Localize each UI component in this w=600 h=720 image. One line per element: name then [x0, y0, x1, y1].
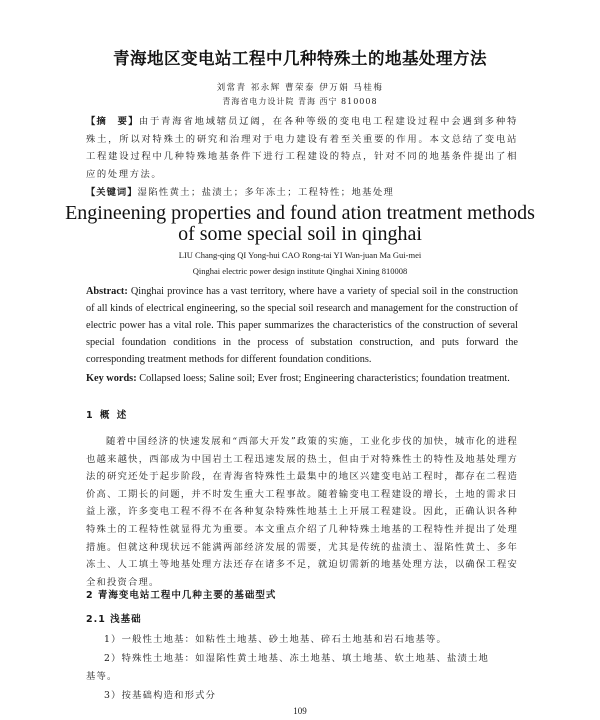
- section-1-heading: 1 概 述: [86, 410, 129, 421]
- english-title-line-1: Engineening properties and found ation treatment methods: [65, 202, 535, 224]
- chinese-abstract: [86, 113, 518, 183]
- section-1-paragraph: 随着中国经济的快速发展和“西部大开发”政策的实施，工业化步伐的加快，城市化的进程也越来越快，西部成为中国岩土工程迅速发展的热土，但由于对特殊性土的特性及地基处理方法的研究还处于起步阶段，在青海省特殊性土最集中的地区兴建变电站工程时，都存在二程造价高、工期长的问题，并不时发生重大工程事故。随着输变电工程建设的增长，土地的需求日益上涨，许多变电工程不得不在各种复杂特殊性地基土上开展工程建设。因此，正确认识各种特殊土的工程特性就显得尤为重要。本文重点介绍了几种特殊土地基的工程特性并提出了处理措施。但就这种现状远不能满两部经济发展的需要，尤其是传统的盐渍土、湿陷性黄土、多年冻土、人工填土等地基处理方法还存在诸多不足，就迫切需新的地基处理方法，以确保工程安全和投资合理。: [86, 436, 518, 588]
- english-abstract-text: Qinghai province has a vast territory, where have a variety of special soil in the construction of all kinds of electrical engineering, so the special soil research and management for the construction of electric power has a vital role. This paper summarizes the characteristics of the construction of several special foundation conditions in the process of substation construction, and puts forward the corresponding treatment methods for different foundation conditions.: [86, 286, 518, 366]
- chinese-keywords-label: 【关键词】: [86, 187, 138, 198]
- chinese-authors: 刘常青 祁永辉 曹荣泰 伊万娟 马桂梅: [216, 83, 384, 93]
- english-keywords-text: Collapsed loess; Saline soil; Ever frost; Engineering characteristics; foundation treatment.: [136, 373, 510, 384]
- chinese-keywords: [86, 184, 518, 198]
- chinese-abstract-label: 【摘 要】: [86, 116, 139, 127]
- list-item-3: 3）按基础构造和形式分: [104, 690, 217, 701]
- chinese-abstract-text: 由于青海省地域辖员辽阔，在各种等级的变电电工程建设过程中会遇到多种特殊土，所以对特殊土的研究和治理对于电力建设有着至关重要的作用。本文总结了变电站工程建设过程中几种特殊地基条件下进行工程建设的特点，针对不同的地基条件提出了相应的处理方法。: [86, 116, 518, 180]
- list-item-1: 1）一般性土地基：如粘性土地基、砂土地基、碎石土地基和岩石地基等。: [104, 634, 448, 645]
- english-title-line-2: of some special soil in qinghai: [178, 223, 422, 245]
- english-affiliation: Qinghai electric power design institute Qinghai Xining 810008: [192, 266, 408, 276]
- chinese-affiliation: 青海省电力设计院 青海 西宁 810008: [222, 97, 378, 106]
- chinese-keywords-text: 湿陷性黄土；盐渍土；多年冻土；工程特性；地基处理: [137, 187, 395, 198]
- chinese-title: 青海地区变电站工程中几种特殊土的地基处理方法: [113, 49, 487, 68]
- page-number: 109: [293, 706, 307, 716]
- english-abstract: [86, 283, 518, 368]
- english-title: [0, 203, 600, 245]
- english-keywords-label: Key words:: [86, 373, 137, 384]
- list-item-2: [86, 650, 518, 685]
- english-abstract-label: Abstract:: [86, 286, 128, 297]
- section-2-heading: 2 青海变电站工程中几种主要的基础型式: [86, 590, 277, 601]
- section-2-1-heading: 2.1 浅基础: [86, 614, 142, 625]
- list-item-2-continuation: 基等。: [86, 670, 118, 682]
- list-item-2-first-line: 2）特殊性土地基：如湿陷性黄土地基、冻土地基、填土地基、软土地基、盐渍土地: [104, 653, 490, 664]
- english-keywords: [86, 371, 518, 387]
- english-authors: LIU Chang-qing QI Yong-hui CAO Rong-tai YI Wan-juan Ma Gui-mei: [178, 250, 422, 260]
